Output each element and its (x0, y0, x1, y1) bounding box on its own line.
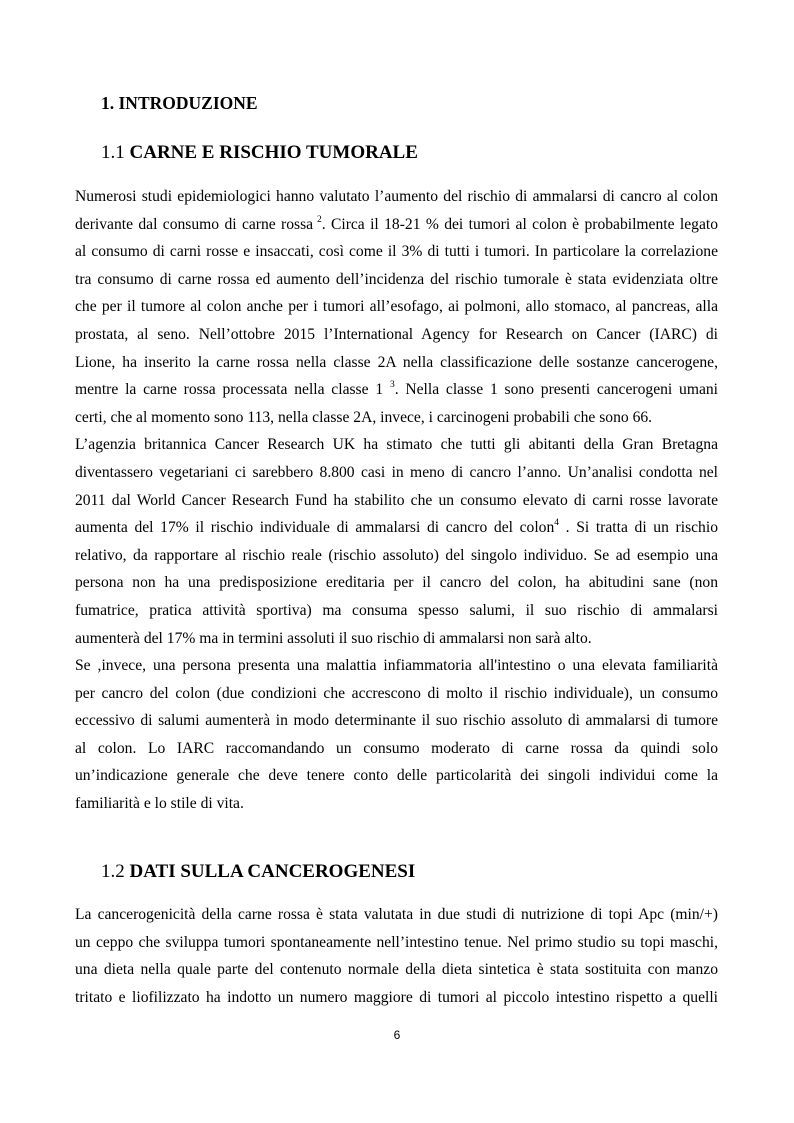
text-line: persona non ha una predisposizione ereditaria per il cancro del colon, ha abitudini sane (non (75, 574, 718, 592)
text-line: tra consumo di carne rossa ed aumento dell’incidenza del rischio tumorale è stata evidenziata oltre (75, 270, 718, 288)
chapter-heading: 1. INTRODUZIONE (101, 93, 258, 113)
page-number: 6 (393, 1028, 401, 1042)
text-segment: mentre la carne rossa processata nella classe 1 (75, 381, 384, 399)
text-segment: aumenta del 17% il rischio individuale di ammalarsi di cancro del colon (75, 519, 555, 537)
section-title: CARNE E RISCHIO TUMORALE (129, 142, 418, 163)
footnote-ref-2: 2 (316, 214, 322, 225)
text-line: che per il tumore al colon anche per i tumori all’esofago, ai polmoni, allo stomaco, al pancreas, alla (75, 298, 718, 316)
text-line (75, 376, 718, 404)
text-line: fumatrice, pratica attività sportiva) ma consuma spesso salumi, il suo rischio di ammalarsi (75, 601, 718, 619)
text-line: prostata, al seno. Nell’ottobre 2015 l’International Agency for Research on Cancer (IARC) di (75, 325, 718, 343)
text-line: tritato e liofilizzato ha indotto un numero maggiore di tumori al piccolo intestino rispetto a quelli (75, 988, 718, 1006)
section-heading-1-1 (101, 142, 418, 164)
footnote-ref-3: 3 (389, 380, 395, 391)
section-title: DATI SULLA CANCEROGENESI (129, 861, 416, 882)
text-line: Lione, ha inserito la carne rossa nella classe 2A nella classificazione delle sostanze cancerogene, (75, 353, 718, 371)
section-1-1-body (75, 183, 718, 818)
text-line (75, 514, 718, 542)
text-line: La cancerogenicità della carne rossa è stata valutata in due studi di nutrizione di topi Apc (min/+) (75, 906, 718, 923)
section-1-2-body (75, 901, 718, 1011)
text-line: un ceppo che sviluppa tumori spontaneamente nell’intestino tenue. Nel primo studio su topi maschi, (75, 933, 718, 951)
text-segment: derivante dal consumo di carne rossa (75, 215, 314, 233)
text-line: al colon. Lo IARC raccomandando un consumo moderato di carne rossa da quindi solo (75, 739, 718, 757)
text-line: al consumo di carni rosse e insaccati, così come il 3% di tutti i tumori. In particolare la correlazione (75, 243, 718, 261)
text-segment: . Circa il 18-21 % dei tumori al colon è probabilmente legato (321, 215, 718, 233)
section-number: 1.1 (101, 142, 130, 163)
text-line: L’agenzia britannica Cancer Research UK ha stimato che tutti gli abitanti della Gran Bretagna (75, 436, 718, 454)
text-line: 2011 dal World Cancer Research Fund ha stabilito che un consumo elevato di carni rosse lavorate (75, 491, 718, 509)
text-line: certi, che al momento sono 113, nella classe 2A, invece, i carcinogeni probabili che sono 66. (75, 408, 653, 426)
text-line: un’indicazione generale che deve tenere conto delle particolarità dei singoli individui come la (75, 767, 718, 785)
text-line: relativo, da rapportare al rischio reale (rischio assoluto) del singolo individuo. Se ad esempio una (75, 546, 718, 564)
text-line (75, 211, 718, 239)
section-number: 1.2 (101, 861, 130, 882)
footnote-ref-4: 4 (554, 518, 560, 529)
text-segment: . Si tratta di un rischio (559, 519, 718, 537)
text-line: diventassero vegetariani ci sarebbero 8.800 casi in meno di cancro l’anno. Un’analisi condotta nel (75, 463, 718, 481)
text-line: aumenterà del 17% ma in termini assoluti il suo rischio di ammalarsi non sarà alto. (75, 629, 592, 647)
text-line: familiarità e lo stile di vita. (75, 795, 244, 813)
text-segment: . Nella classe 1 sono presenti cancerogeni umani (394, 381, 719, 399)
text-line: eccessivo di salumi aumenterà in modo determinante il suo rischio assoluto di ammalarsi di tumore (75, 712, 718, 730)
text-line: per cancro del colon (due condizioni che accrescono di molto il rischio individuale), un consumo (75, 684, 718, 702)
text-line: una dieta nella quale parte del contenuto normale della dieta sintetica è stata sostituita con manzo (75, 961, 718, 979)
text-line: Se ,invece, una persona presenta una malattia infiammatoria all'intestino o una elevata familiarità (75, 657, 718, 675)
text-line: Numerosi studi epidemiologici hanno valutato l’aumento del rischio di ammalarsi di cancro al colon (75, 188, 718, 205)
section-heading-1-2 (101, 861, 415, 883)
